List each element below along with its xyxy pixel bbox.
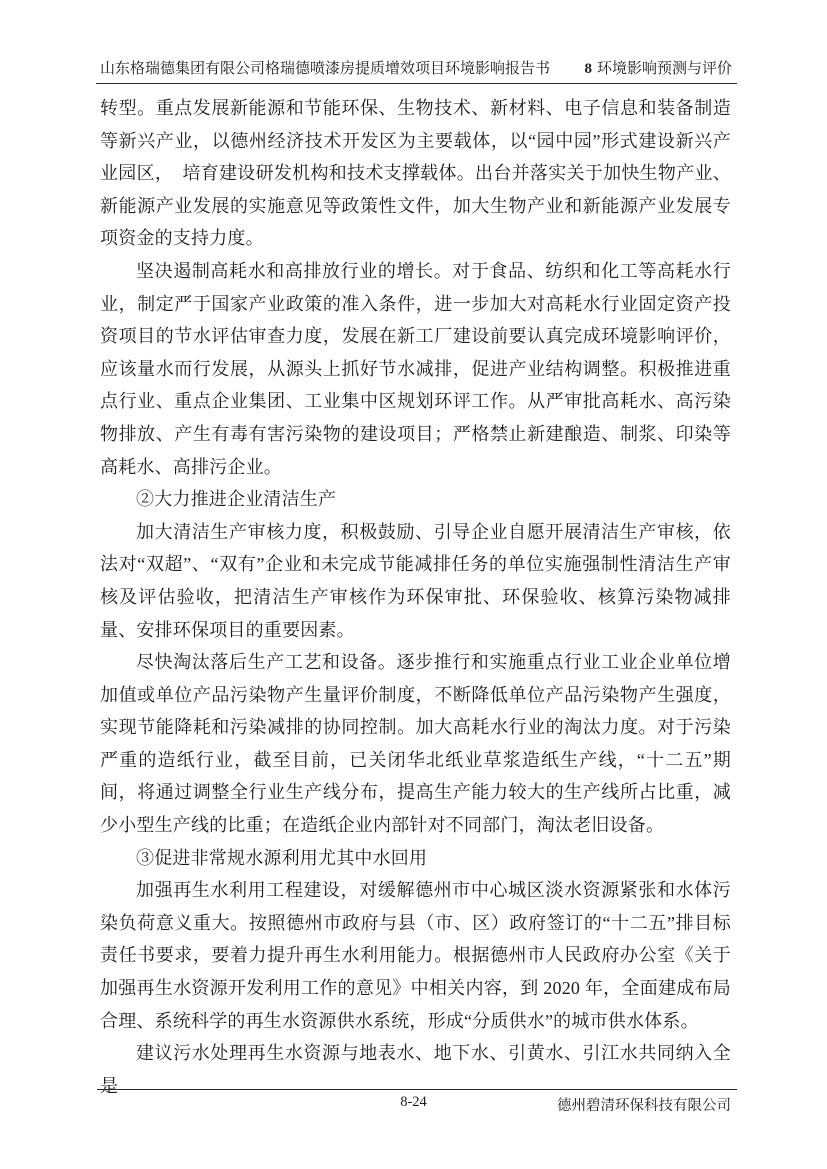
subheading-clean-production: ②大力推进企业清洁生产 [136, 489, 337, 510]
page-header [100, 57, 732, 78]
subheading-water-reuse: ③促进非常规水源利用尤其中水回用 [136, 847, 428, 868]
page-number: 8-24 [400, 1094, 427, 1110]
footer-rule [97, 1089, 737, 1090]
paragraph: 建议污水处理再生水资源与地表水、地下水、引黄水、引江水共同纳入全是 [100, 1043, 731, 1096]
paragraph-continuation: 转型。重点发展新能源和节能环保、生物技术、新材料、电子信息和装备制造等新兴产业，以德州经济技术开发区为主要载体，以“园中园”形式建设新兴产业园区， 培育建设研发机构和技术支撑载体。出台并落实关于加快生物产业、新能源产业发展的实施意见等政策性文件，加大生物产业和新能源产业发展专项资金的支持力度。 [100, 98, 731, 249]
page-footer [0, 1094, 827, 1116]
paragraph: 尽快淘汰落后生产工艺和设备。逐步推行和实施重点行业工业企业单位增加值或单位产品污染物产生量评价制度，不断降低单位产品污染物产生强度，实现节能降耗和污染减排的协同控制。加大高耗水行业的淘汰力度。对于污染严重的造纸行业，截至目前，已关闭华北纸业草浆造纸生产线，“十二五”期间，将通过调整全行业生产线分布，提高生产能力较大的生产线所占比重，减少小型生产线的比重；在造纸企业内部针对不同部门，淘汰老旧设备。 [100, 652, 731, 836]
header-left-title: 山东格瑞德集团有限公司格瑞德喷漆房提质增效项目环境影响报告书 [100, 61, 551, 77]
chapter-number: 8 [584, 61, 592, 77]
paragraph: 加强再生水利用工程建设，对缓解德州市中心城区淡水资源紧张和水体污染负荷意义重大。按照德州市政府与县（市、区）政府签订的“十二五”排目标责任书要求，要着力提升再生水利用能力。根据德州市人民政府办公室《关于加强再生水资源开发利用工作的意见》中相关内容，到 2020 年，全面建成布局合理、系统科学的再生水资源供水系统，形成“分质供水”的城市供水体系。 [100, 880, 731, 1031]
paragraph: 坚决遏制高耗水和高排放行业的增长。对于食品、纺织和化工等高耗水行业，制定严于国家产业政策的准入条件，进一步加大对高耗水行业固定资产投资项目的节水评估审查力度，发展在新工厂建设前要认真完成环境影响评价，应该量水而行发展，从源头上抓好节水减排，促进产业结构调整。积极推进重点行业、重点企业集团、工业集中区规划环评工作。从严审批高耗水、高污染物排放、产生有毒有害污染物的建设项目；严格禁止新建酿造、制浆、印染等高耗水、高排污企业。 [100, 260, 731, 477]
header-right-title [584, 57, 732, 78]
footer-company-name: 德州碧清环保科技有限公司 [557, 1098, 731, 1114]
paragraph: 加大清洁生产审核力度，积极鼓励、引导企业自愿开展清洁生产审核，依法对“双超”、“双有”企业和未完成节能减排任务的单位实施强制性清洁生产审核及评估验收，把清洁生产审核作为环保审批、环保验收、核算污染物减排量、安排环保项目的重要因素。 [100, 521, 731, 640]
document-body [100, 92, 731, 1102]
header-rule [96, 83, 737, 84]
chapter-title: 环境影响预测与评价 [596, 61, 732, 77]
